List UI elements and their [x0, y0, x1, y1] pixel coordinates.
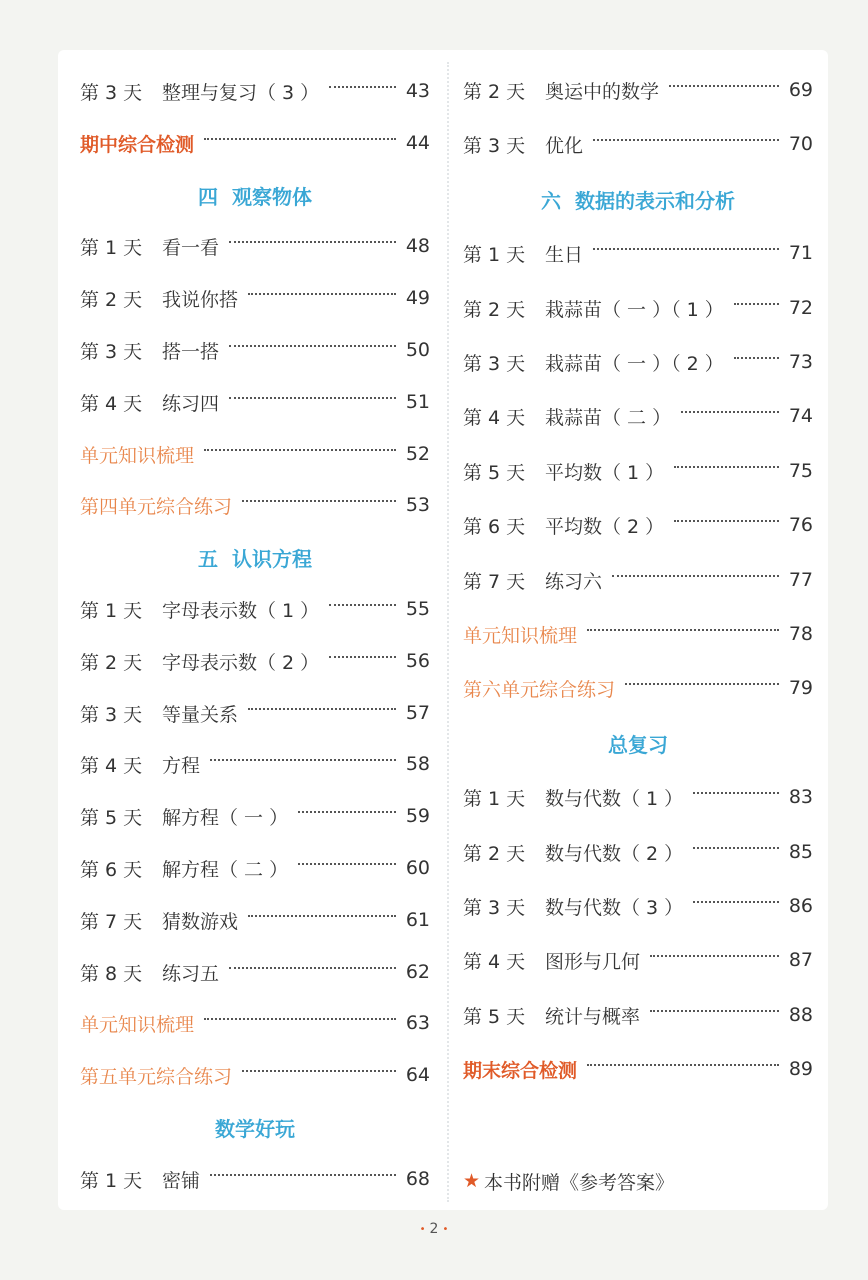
entry-title: 解方程（ 一 ）	[162, 806, 289, 829]
entry-page-number: 53	[405, 494, 430, 516]
entry-title: 猜数游戏	[162, 910, 239, 933]
entry-day: 第 4 天	[80, 754, 143, 777]
entry-title: 栽蒜苗（ 一 ）（ 1 ）	[545, 298, 724, 321]
entry-title: 整理与复习（ 3 ）	[162, 81, 320, 104]
entry-page-number: 85	[788, 841, 813, 863]
entry-page-number: 63	[405, 1012, 430, 1034]
bonus-note-text: 本书附赠《参考答案》	[484, 1171, 675, 1194]
entry-title: 我说你搭	[162, 288, 239, 311]
entry-page-number: 86	[788, 895, 813, 917]
entry-page-number: 52	[405, 443, 430, 465]
entry-title: 数与代数（ 1 ）	[545, 787, 684, 810]
toc-entry	[80, 644, 430, 678]
toc-entry	[80, 592, 430, 626]
page-footer	[384, 1214, 484, 1244]
toc-entry	[80, 74, 430, 108]
dot-leader	[674, 466, 779, 468]
entry-title: 等量关系	[162, 703, 239, 726]
entry-day: 第 3 天	[80, 81, 143, 104]
toc-entry	[80, 126, 430, 160]
toc-entry	[463, 73, 813, 107]
dot-leader	[204, 449, 396, 451]
entry-page-number: 71	[788, 242, 813, 264]
toc-entry	[80, 955, 430, 989]
entry-page-number: 44	[405, 132, 430, 154]
entry-day: 第 4 天	[463, 950, 526, 973]
footer-dot-left: •	[419, 1223, 426, 1235]
entry-title: 栽蒜苗（ 二 ）	[545, 406, 672, 429]
toc-entry	[80, 747, 430, 781]
dot-leader	[242, 500, 396, 502]
toc-entry	[463, 835, 813, 869]
dot-leader	[681, 411, 779, 413]
dot-leader	[229, 345, 396, 347]
entry-page-number: 49	[405, 287, 430, 309]
section-heading: 六 数据的表示和分析	[541, 188, 735, 213]
entry-page-number: 79	[788, 677, 813, 699]
dot-leader	[229, 397, 396, 399]
entry-page-number: 48	[405, 235, 430, 257]
bonus-note	[463, 1164, 674, 1198]
dot-leader	[298, 811, 396, 813]
toc-entry	[463, 127, 813, 161]
entry-title: 字母表示数（ 2 ）	[162, 651, 320, 674]
entry-day: 第 5 天	[80, 806, 143, 829]
entry-title: 栽蒜苗（ 一 ）（ 2 ）	[545, 352, 724, 375]
entry-title: 统计与概率	[545, 1005, 641, 1028]
entry-title: 单元知识梳理	[463, 624, 578, 647]
entry-day: 第 5 天	[463, 461, 526, 484]
entry-page-number: 87	[788, 949, 813, 971]
toc-entry	[463, 236, 813, 270]
dot-leader	[612, 575, 779, 577]
dot-leader	[242, 1070, 396, 1072]
section-heading: 数学好玩	[215, 1116, 295, 1141]
toc-entry	[463, 291, 813, 325]
dot-leader	[593, 139, 779, 141]
toc-entry	[463, 780, 813, 814]
page-number: 2	[429, 1221, 439, 1237]
entry-page-number: 64	[405, 1064, 430, 1086]
entry-page-number: 57	[405, 702, 430, 724]
dot-leader	[329, 656, 396, 658]
dot-leader	[329, 604, 396, 606]
toc-entry	[80, 903, 430, 937]
entry-title: 解方程（ 二 ）	[162, 858, 289, 881]
entry-title: 单元知识梳理	[80, 1013, 195, 1036]
entry-page-number: 88	[788, 1004, 813, 1026]
entry-title: 数与代数（ 3 ）	[545, 896, 684, 919]
dot-leader	[248, 915, 396, 917]
entry-title: 优化	[545, 134, 584, 157]
entry-title: 字母表示数（ 1 ）	[162, 599, 320, 622]
entry-title: 密铺	[162, 1169, 201, 1192]
dot-leader	[734, 357, 779, 359]
dot-leader	[587, 629, 779, 631]
entry-page-number: 74	[788, 405, 813, 427]
dot-leader	[650, 955, 779, 957]
entry-day: 第 1 天	[80, 236, 143, 259]
entry-day: 第 1 天	[80, 1169, 143, 1192]
dot-leader	[674, 520, 779, 522]
entry-page-number: 58	[405, 753, 430, 775]
column-divider	[447, 62, 449, 1202]
entry-day: 第 1 天	[463, 787, 526, 810]
entry-page-number: 55	[405, 598, 430, 620]
entry-page-number: 50	[405, 339, 430, 361]
dot-leader	[593, 248, 779, 250]
toc-entry	[463, 563, 813, 597]
entry-day: 第 1 天	[463, 243, 526, 266]
toc-entry	[463, 943, 813, 977]
toc-entry	[80, 437, 430, 471]
dot-leader	[229, 967, 396, 969]
toc-entry	[463, 454, 813, 488]
section-heading: 总复习	[608, 732, 668, 757]
dot-leader	[625, 683, 779, 685]
toc-entry	[463, 998, 813, 1032]
dot-leader	[693, 847, 779, 849]
entry-title: 数与代数（ 2 ）	[545, 842, 684, 865]
toc-entry	[463, 345, 813, 379]
entry-day: 第 1 天	[80, 599, 143, 622]
dot-leader	[248, 708, 396, 710]
toc-entry	[80, 333, 430, 367]
entry-page-number: 59	[405, 805, 430, 827]
entry-day: 第 3 天	[463, 352, 526, 375]
entry-title: 奥运中的数学	[545, 80, 660, 103]
entry-page-number: 69	[788, 79, 813, 101]
entry-title: 方程	[162, 754, 201, 777]
toc-entry	[80, 799, 430, 833]
dot-leader	[298, 863, 396, 865]
entry-day: 第 8 天	[80, 962, 143, 985]
entry-page-number: 70	[788, 133, 813, 155]
entry-day: 第 3 天	[463, 896, 526, 919]
entry-page-number: 83	[788, 786, 813, 808]
entry-day: 第 5 天	[463, 1005, 526, 1028]
dot-leader	[210, 759, 396, 761]
footer-dot-right: •	[442, 1223, 449, 1235]
entry-page-number: 51	[405, 391, 430, 413]
entry-title: 生日	[545, 243, 584, 266]
toc-entry	[80, 1162, 430, 1196]
dot-leader	[204, 1018, 396, 1020]
toc-entry	[80, 385, 430, 419]
toc-entry	[463, 399, 813, 433]
entry-title: 图形与几何	[545, 950, 641, 973]
toc-entry	[80, 1058, 430, 1092]
entry-page-number: 68	[405, 1168, 430, 1190]
dot-leader	[650, 1010, 779, 1012]
entry-page-number: 62	[405, 961, 430, 983]
entry-page-number: 77	[788, 569, 813, 591]
entry-page-number: 43	[405, 80, 430, 102]
entry-page-number: 72	[788, 297, 813, 319]
toc-entry	[80, 1006, 430, 1040]
entry-page-number: 60	[405, 857, 430, 879]
entry-day: 第 3 天	[80, 340, 143, 363]
entry-day: 第 2 天	[463, 842, 526, 865]
section-heading: 五 认识方程	[198, 546, 312, 571]
entry-title: 练习五	[162, 962, 220, 985]
entry-day: 第 2 天	[463, 80, 526, 103]
dot-leader	[734, 303, 779, 305]
dot-leader	[693, 901, 779, 903]
entry-title: 练习四	[162, 392, 220, 415]
entry-title: 平均数（ 2 ）	[545, 515, 665, 538]
toc-entry	[463, 889, 813, 923]
entry-page-number: 73	[788, 351, 813, 373]
entry-day: 第 3 天	[80, 703, 143, 726]
toc-entry	[463, 508, 813, 542]
toc-entry	[80, 488, 430, 522]
entry-title: 看一看	[162, 236, 220, 259]
entry-title: 期中综合检测	[80, 133, 195, 156]
dot-leader	[210, 1174, 396, 1176]
section-heading: 四 观察物体	[198, 184, 312, 209]
dot-leader	[329, 86, 396, 88]
entry-title: 单元知识梳理	[80, 444, 195, 467]
entry-page-number: 75	[788, 460, 813, 482]
entry-title: 第五单元综合练习	[80, 1065, 233, 1088]
entry-page-number: 76	[788, 514, 813, 536]
entry-day: 第 3 天	[463, 134, 526, 157]
entry-day: 第 6 天	[80, 858, 143, 881]
toc-entry	[463, 617, 813, 651]
entry-day: 第 2 天	[463, 298, 526, 321]
dot-leader	[587, 1064, 779, 1066]
entry-title: 搭一搭	[162, 340, 220, 363]
entry-page-number: 89	[788, 1058, 813, 1080]
toc-entry	[463, 671, 813, 705]
toc-entry	[80, 851, 430, 885]
entry-day: 第 4 天	[463, 406, 526, 429]
entry-page-number: 56	[405, 650, 430, 672]
toc-entry	[80, 696, 430, 730]
entry-page-number: 78	[788, 623, 813, 645]
entry-page-number: 61	[405, 909, 430, 931]
entry-title: 第六单元综合练习	[463, 678, 616, 701]
toc-entry	[80, 281, 430, 315]
entry-day: 第 6 天	[463, 515, 526, 538]
entry-title: 练习六	[545, 570, 603, 593]
dot-leader	[204, 138, 396, 140]
entry-title: 平均数（ 1 ）	[545, 461, 665, 484]
dot-leader	[229, 241, 396, 243]
entry-day: 第 2 天	[80, 651, 143, 674]
dot-leader	[693, 792, 779, 794]
entry-day: 第 7 天	[80, 910, 143, 933]
dot-leader	[669, 85, 779, 87]
entry-day: 第 7 天	[463, 570, 526, 593]
entry-day: 第 4 天	[80, 392, 143, 415]
star-icon: ★	[463, 1170, 481, 1192]
dot-leader	[248, 293, 396, 295]
entry-title: 期末综合检测	[463, 1059, 578, 1082]
toc-entry	[463, 1052, 813, 1086]
entry-day: 第 2 天	[80, 288, 143, 311]
entry-title: 第四单元综合练习	[80, 495, 233, 518]
toc-entry	[80, 229, 430, 263]
